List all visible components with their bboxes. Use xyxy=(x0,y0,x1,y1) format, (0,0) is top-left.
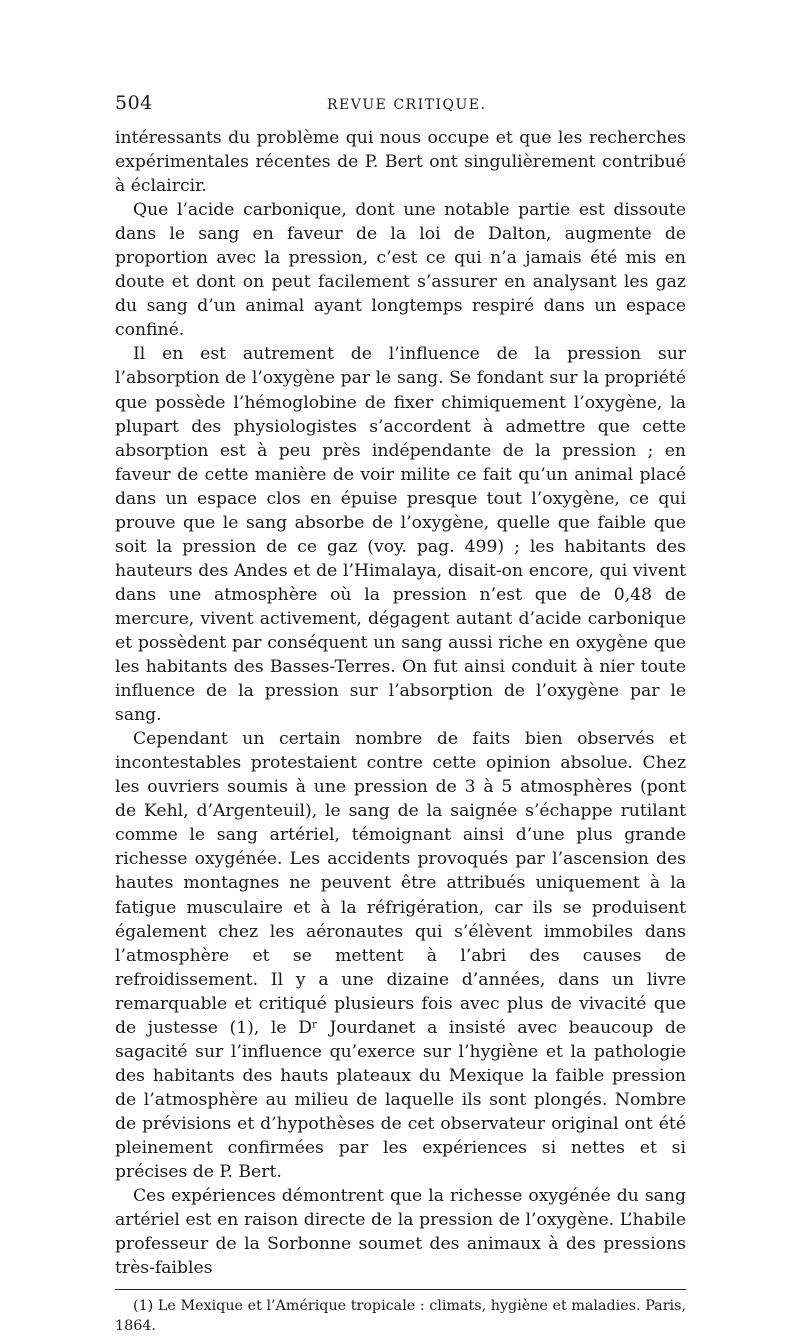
page-header xyxy=(115,92,686,126)
paragraph-continuation: intéressants du problème qui nous occupe et que les recherches expérimentales récentes de P. Bert ont singulièrement contribué à éclaircir. xyxy=(115,128,686,197)
paragraph: Que l’acide carbonique, dont une notable partie est dissoute dans le sang en faveur de la loi de Dalton, augmente de proportion avec la pression, c’est ce qui n’a jamais été mis en doute et dont on peut facilement s’assurer en analysant les gaz du sang d’un animal ayant longtemps respiré dans un espace confiné. xyxy=(115,200,686,341)
paragraph: Ces expériences démontrent que la richesse oxygénée du sang artériel est en raison directe de la pression de l’oxygène. L’habile professeur de la Sorbonne soumet des animaux à des pressions très-faibles xyxy=(115,1186,686,1279)
paragraph: Cependant un certain nombre de faits bien observés et incontestables protestaient contre cette opinion absolue. Chez les ouvriers soumis à une pression de 3 à 5 atmosphères (pont de Kehl, d’Argenteuil), le sang de la saignée s’échappe rutilant comme le sang artériel, témoignant ainsi d’une plus grande richesse oxygénée. Les accidents provoqués par l’ascension des hautes montagnes ne peuvent être attribués uniquement à la fatigue musculaire et à la réfrigération, car ils se produisent également chez les aéronautes qui s’élèvent immobiles dans l’atmosphère et se mettent à l’abri des causes de refroidissement. Il y a une dizaine d’années, dans un livre remarquable et critiqué plusieurs fois avec plus de vivacité que de justesse (1), le Dʳ Jourdanet a insisté avec beaucoup de sagacité sur l’influence qu’exerce sur l’hygiène et la pathologie des habitants des hauts plateaux du Mexique la faible pression de l’atmosphère au milieu de laquelle ils sont plongés. Nombre de prévisions et d’hypothèses de cet observateur original ont été pleinement confirmées par les expériences si nettes et si précises de P. Bert. xyxy=(115,729,686,1183)
running-title: REVUE CRITIQUE. xyxy=(327,97,487,113)
body-text xyxy=(115,126,686,1280)
footnote-rule xyxy=(115,1289,686,1290)
document-page xyxy=(115,92,686,1336)
page-number: 504 xyxy=(115,92,153,114)
footnote-text: (1) Le Mexique et l’Amérique tropicale : climats, hygiène et maladies. Paris, 1864. xyxy=(115,1298,686,1335)
footnote xyxy=(115,1296,686,1336)
paragraph: Il en est autrement de l’influence de la pression sur l’absorption de l’oxygène par le sang. Se fondant sur la propriété que possède l’hémoglobine de fixer chimiquement l’oxygène, la plupart des physiologistes s’accordent à admettre que cette absorption est à peu près indépendante de la pression ; en faveur de cette manière de voir milite ce fait qu’un animal placé dans un espace clos en épuise presque tout l’oxygène, ce qui prouve que le sang absorbe de l’oxygène, quelle que faible que soit la pression de ce gaz (voy. pag. 499) ; les habitants des hauteurs des Andes et de l’Himalaya, disait-on encore, qui vivent dans une atmosphère où la pression n’est que de 0,48 de mercure, vivent activement, dégagent autant d’acide carbonique et possèdent par conséquent un sang aussi riche en oxygène que les habitants des Basses-Terres. On fut ainsi conduit à nier toute influence de la pression sur l’absorption de l’oxygène par le sang. xyxy=(115,344,686,726)
